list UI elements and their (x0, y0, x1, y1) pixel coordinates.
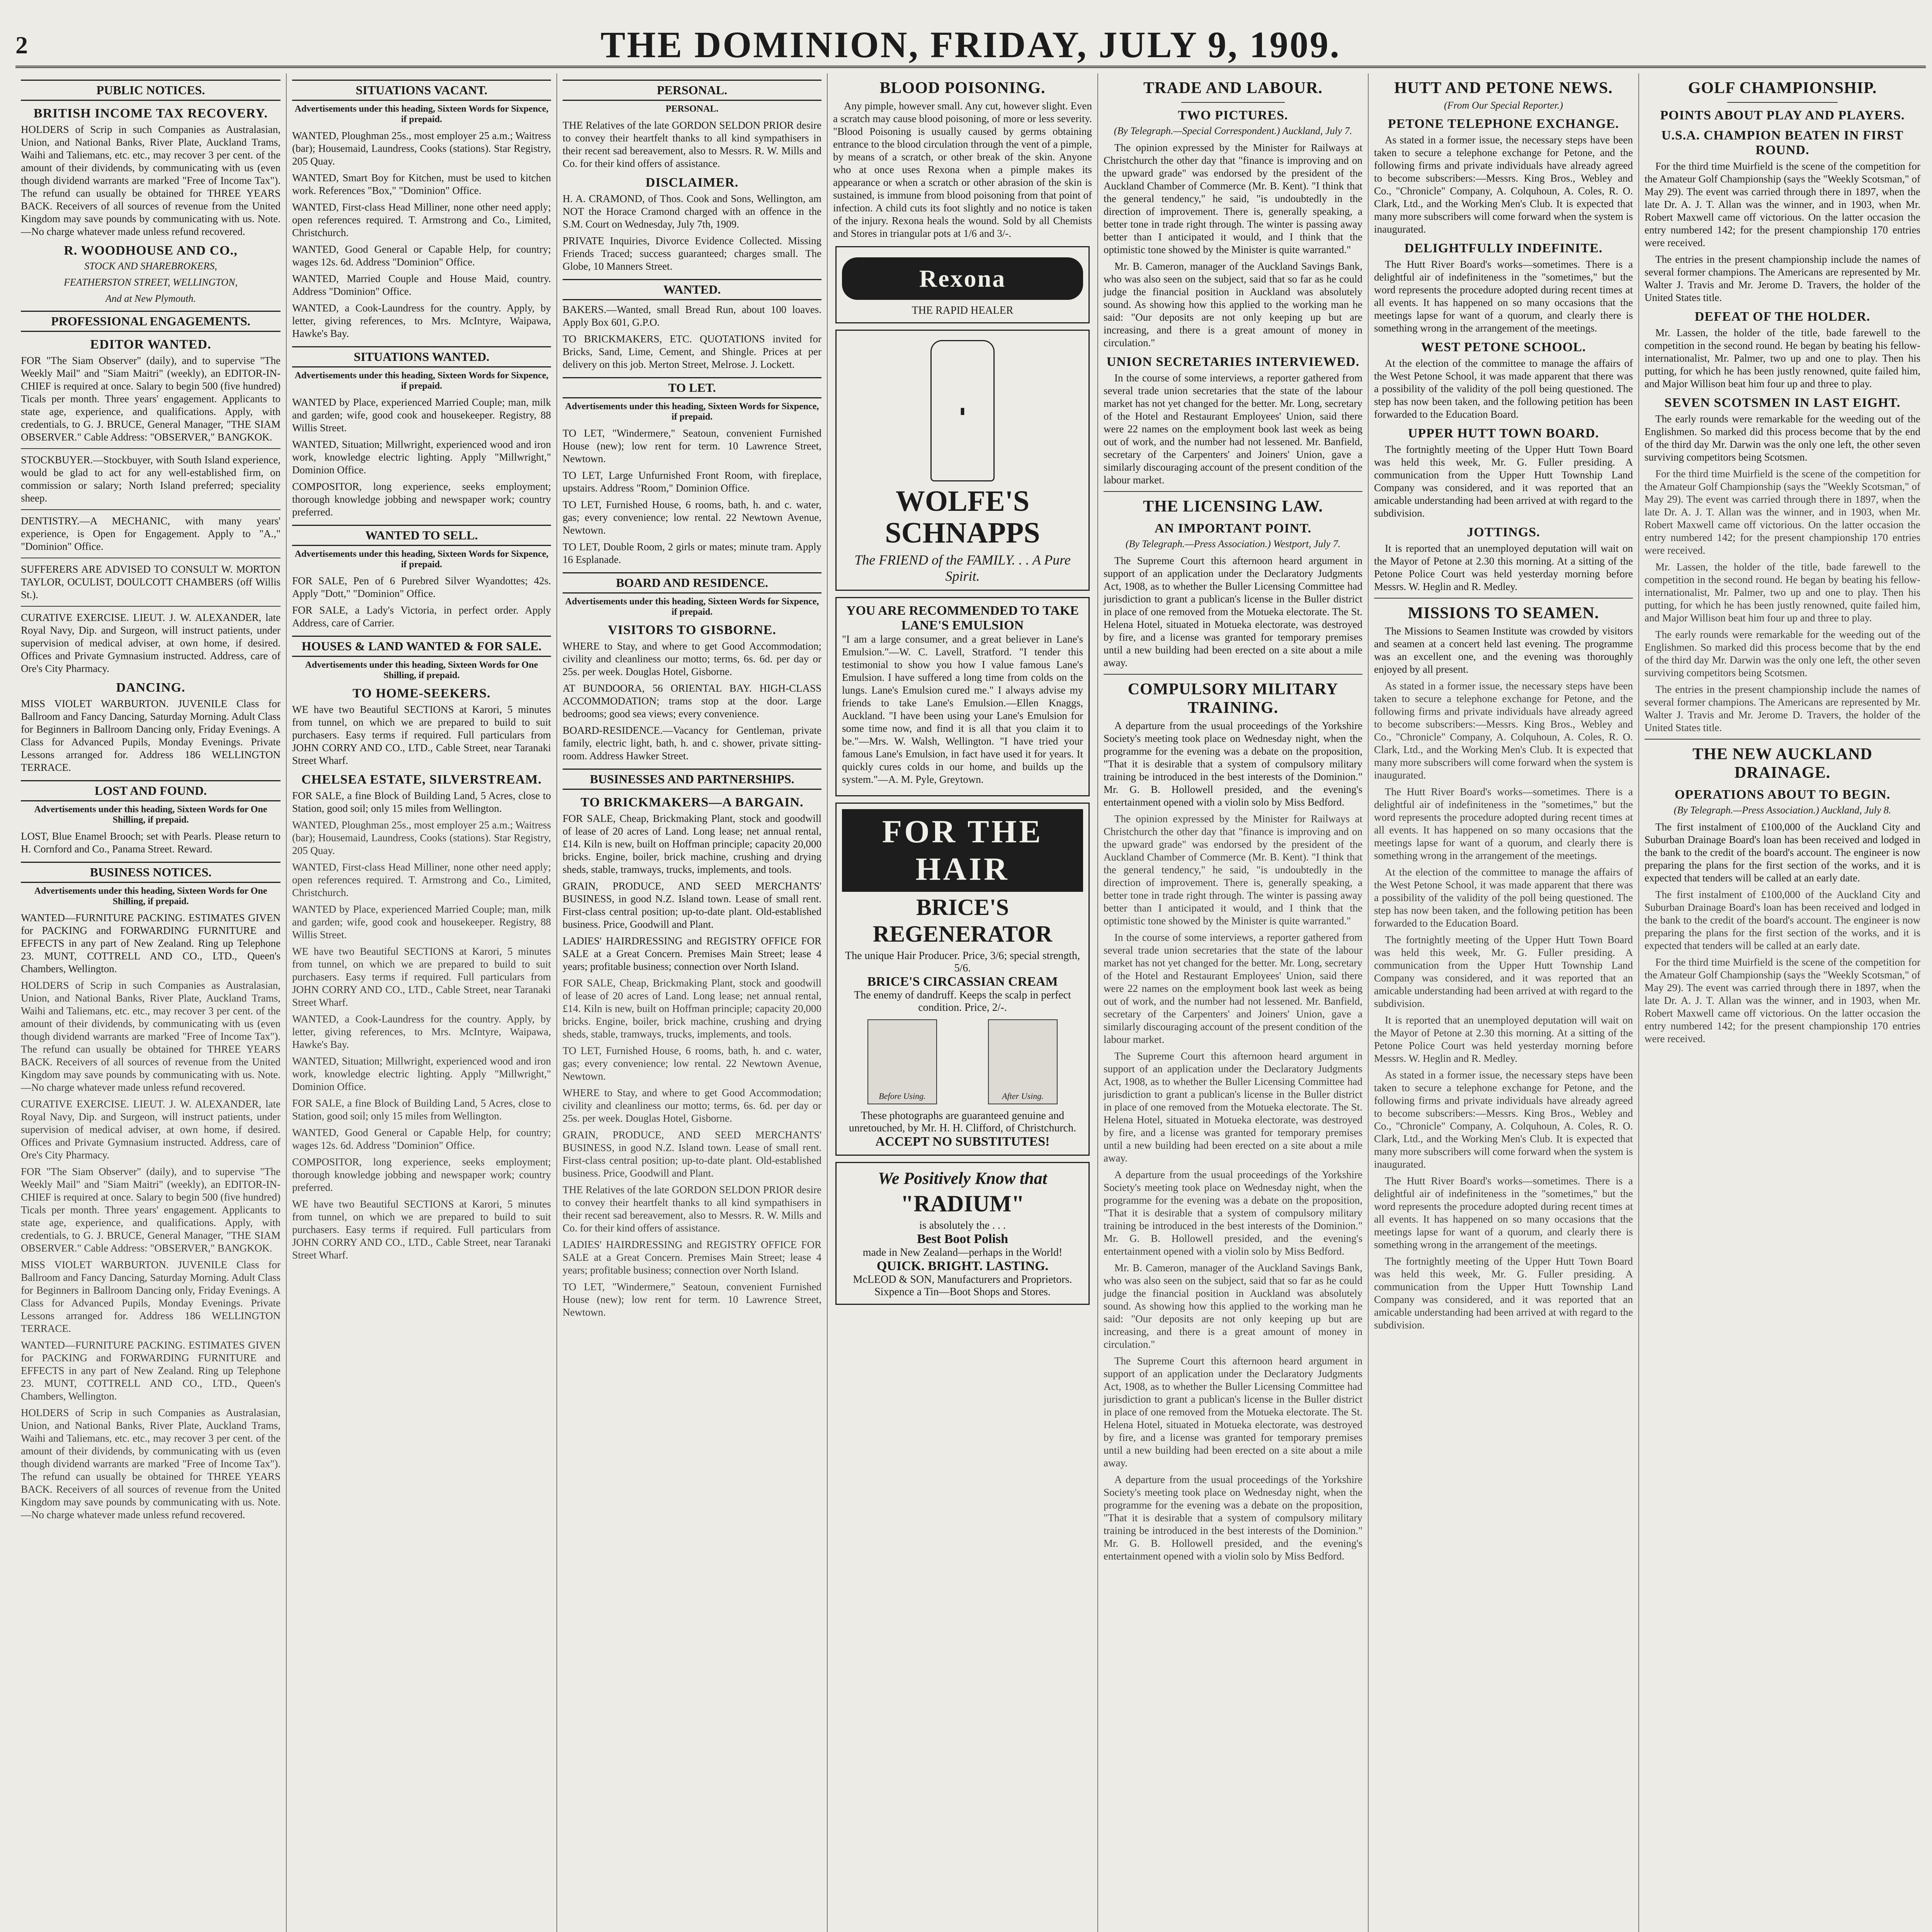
notice-text: FOR "The Siam Observer" (daily), and to supervise "The Weekly Mail" and "Siam Maitri" (weekly), an EDITOR-IN-CHIEF is required at once. Salary to begin 500 (five hundred) Ticals per month. Three years' engagement. Applicants to state age, experience, and qualifications. Apply, with credentials, to G. J. BRUCE, General Manager, "THE SIAM OBSERVER." Cable Address: "OBSERVER," BANGKOK. (21, 1166, 281, 1254)
article-body: The Hutt River Board's works—sometimes. There is a delightful air of indefiniteness in the "sometimes," but the word represents the procedure adopted during recent times at all events. It has happened on so many occasions that the meetings lapse for want of a quorum, and clearly there is something wrong in the arrangement of the meetings. (1374, 786, 1633, 861)
article-body: The first instalment of £100,000 of the Auckland City and Suburban Drainage Board's loan has been received and lodged in the bank to the credit of the board's account. The engineer is now preparing the plans for the first section of the works, and it is expected that tenders will be called at an early date. (1645, 821, 1920, 884)
classified-ad: WHERE to Stay, and where to get Good Accommodation; civility and cleanliness our motto; terms, 6s. 6d. per day or 25s. per week. Douglas Hotel, Gisborne. (563, 1087, 821, 1124)
dateline: (By Telegraph.—Press Association.) Auckland, July 8. (1673, 804, 1891, 816)
notice-text: DENTISTRY.—A MECHANIC, with many years' experience, is Open for Engagement. Apply to "A.," "Dominion" Office. (21, 515, 281, 552)
schnapps-advert (835, 330, 1090, 591)
classified-ad: FOR SALE, Cheap, Brickmaking Plant, stock and goodwill of lease of 20 acres of Land. Long lease; net annual rental, £14. Kiln is new, built on Hoffman principle; capacity 20,000 bricks. Engine, boiler, brick machine, crushing and drying sheds, stable, tramways, trucks, implements, and tools. (563, 977, 821, 1040)
classified-ad: WANTED, Situation; Millwright, experienced wood and iron work, knowledge electric lighting. Apply "Millwright," Dominion Office. (292, 1055, 551, 1092)
classified-ad: WHERE to Stay, and where to get Good Accommodation; civility and cleanliness our motto; terms, 6s. 6d. per day or 25s. per week. Douglas Hotel, Gisborne. (563, 640, 821, 677)
section-note: Advertisements under this heading, Sixteen Words for Sixpence, if prepaid. (294, 549, 549, 570)
section-heading: WANTED. (563, 279, 821, 300)
classified-ad: PRIVATE Inquiries, Divorce Evidence Collected. Missing Friends Traced; success guaranteed; charges small. The Globe, 10 Manners Street. (563, 235, 821, 272)
firm-name: R. WOODHOUSE AND CO., (64, 243, 238, 258)
advert-text: These photographs are guaranteed genuine and unretouched, by Mr. H. H. Clifford, of Christchurch. (849, 1110, 1077, 1134)
section-heading: PERSONAL. (563, 80, 821, 101)
advert-warning: ACCEPT NO SUBSTITUTES! (875, 1134, 1050, 1149)
bottle-icon: ▮ (930, 340, 995, 481)
article-body: The Hutt River Board's works—sometimes. There is a delightful air of indefiniteness in the "sometimes," but the word represents the procedure adopted during recent times at all events. It has happened on so many occasions that the meetings lapse for want of a quorum, and clearly there is something wrong in the arrangement of the meetings. (1374, 259, 1633, 334)
article-body: For the third time Muirfield is the scene of the competition for the Amateur Golf Championship (says the "Weekly Scotsman," of May 29). The event was carried through there in 1897, when the late Dr. A. J. T. Allan was the winner, and in 1903, when Mr. Robert Maxwell came off victorious. On the latter occasion the entry numbered 142; for the present championship 170 entries were received. (1645, 956, 1920, 1044)
article-body: The Supreme Court this afternoon heard argument in support of an application under the Declaratory Judgments Act, 1908, as to whether the Buller Licensing Committee had jurisdiction to grant a publican's license in the Buller district in place of one removed from the Motueka electorate. The St. Helena Hotel, situated in Motueka electorate, was destroyed by fire, and a license was granted for temporary premises until a new building had been erected on a site about a mile away. (1104, 1355, 1362, 1469)
rexona-logo: Rexona (842, 257, 1083, 300)
article-body: The fortnightly meeting of the Upper Hutt Town Board was held this week, Mr. G. Fuller presiding. A communication from the Upper Hutt Township Land Company was considered, and it was reported that an amicable understanding had been arrived at with regard to the subdivision. (1374, 934, 1633, 1009)
article-body: At the election of the committee to manage the affairs of the West Petone School, it was made apparent that there was a possibility of the validity of the poll being questioned. The step has now been taken, and the following petition has been forwarded to the Education Board. (1374, 866, 1633, 929)
advert-brand: BRICE'S REGENERATOR (872, 895, 1053, 947)
article-body: The opinion expressed by the Minister for Railways at Christchurch the other day that "finance is improving and on the upward grade" was endorsed by the president of the Auckland Chamber of Commerce (Mr. B. Kent). "I think that the general tendency," he said, "is undoubtedly in the direction of improvement. There is, generally speaking, a better tone in trade right through. The winter is passing away better than I anticipated it would, and I think that the optimistic tone showed by the Minister is quite warranted." (1104, 813, 1362, 927)
advert-tagline: The FRIEND of the FAMILY. . . A Pure Spirit. (854, 552, 1071, 584)
advert-text: McLEOD & SON, Manufacturers and Proprietors. Sixpence a Tin—Boot Shops and Stores. (853, 1274, 1072, 1298)
classified-ad: WANTED, Ploughman 25s., most employer 25 a.m.; Waitress (bar); Housemaid, Laundress, Cooks (stations). Star Registry, 205 Quay. (292, 819, 551, 856)
classified-ad: TO LET, "Windermere," Seatoun, convenient Furnished House (new); low rent for term. 10 Lawrence Street, Newtown. (563, 1281, 821, 1318)
classified-ad: GRAIN, PRODUCE, AND SEED MERCHANTS' BUSINESS, in good N.Z. Island town. Lease of small rent. First-class central position; up-to-date plant. Old-established business. Price, Goodwill and Plant. (563, 880, 821, 930)
article-subheading: PETONE TELEPHONE EXCHANGE. (1388, 117, 1619, 131)
radium-polish-advert (835, 1162, 1090, 1305)
classified-ad: COMPOSITOR, long experience, seeks employment; thorough knowledge jobbing and newspaper work; country preferred. (292, 1156, 551, 1193)
classified-ad: WANTED, a Cook-Laundress for the country. Apply, by letter, giving references, to Mrs. McIntyre, Waipawa, Hawke's Bay. (292, 302, 551, 339)
article-heading: DISCLAIMER. (645, 175, 739, 190)
classified-ad: TO LET, Furnished House, 6 rooms, bath, h. and c. water, gas; every convenience; low rental. 22 Newtown Avenue, Newtown. (563, 499, 821, 536)
classified-ad: TO LET, Large Unfurnished Front Room, with fireplace, upstairs. Address "Room," Dominion Office. (563, 469, 821, 494)
section-heading: LOST AND FOUND. (21, 780, 281, 801)
firm-line: STOCK AND SHAREBROKERS, (84, 260, 217, 272)
classified-ad: FOR SALE, Pen of 6 Purebred Silver Wyandottes; 42s. Apply "Dott," "Dominion" Office. (292, 575, 551, 599)
section-heading: PROFESSIONAL ENGAGEMENTS. (21, 311, 281, 332)
classified-ad: WE have two Beautiful SECTIONS at Karori, 5 minutes from tunnel, on which we are prepared to build to suit purchasers. Easy terms if required. Full particulars from JOHN CORRY AND CO., LTD., Cable Street, near Taranaki Street Wharf. (292, 704, 551, 766)
advert-brand: "RADIUM" (901, 1191, 1024, 1216)
classified-ad: FOR SALE, a Lady's Victoria, in perfect order. Apply Address, care of Carrier. (292, 604, 551, 629)
article-body: It is reported that an unemployed deputation will wait on the Mayor of Petone at 2.30 this morning. At a sitting of the Petone Police Court was held yesterday morning before Messrs. W. Heglin and R. Medley. (1374, 543, 1633, 592)
article-heading: THE LICENSING LAW. (1143, 498, 1323, 515)
article-body: The fortnightly meeting of the Upper Hutt Town Board was held this week, Mr. G. Fuller presiding. A communication from the Upper Hutt Township Land Company was considered, and it was reported that an amicable understanding had been arrived at with regard to the subdivision. (1374, 1255, 1633, 1331)
classified-ad: WANTED, Ploughman 25s., most employer 25 a.m.; Waitress (bar); Housemaid, Laundress, Cooks (stations). Star Registry, 205 Quay. (292, 130, 551, 167)
classified-ad: THE Relatives of the late GORDON SELDON PRIOR desire to convey their heartfelt thanks to all kind sympathisers in their recent sad bereavement, also to Messrs. R. W. Mills and Co. for their kind offers of assistance. (563, 119, 821, 169)
article-heading: GOLF CHAMPIONSHIP. (1688, 79, 1877, 97)
article-body: A departure from the usual proceedings of the Yorkshire Society's meeting took place on Wednesday night, when the programme for the evening was a debate on the proposition, "That it is desirable that a system of compulsory military training be introduced in the best interests of the Dominion." Mr. G. B. Hollowell presided, and the evening's entertainment opened with a violin solo by Miss Bedford. (1104, 720, 1362, 808)
filler-text (1645, 468, 1920, 734)
portrait-pair (842, 1019, 1083, 1104)
classified-ad: WE have two Beautiful SECTIONS at Karori, 5 minutes from tunnel, on which we are prepared to build to suit purchasers. Easy terms if required. Full particulars from JOHN CORRY AND CO., LTD., Cable Street, near Taranaki Street Wharf. (292, 1198, 551, 1261)
divider (1645, 739, 1920, 740)
newspaper-title: THE DOMINION, FRIDAY, JULY 9, 1909. (600, 24, 1341, 65)
filler-text (21, 979, 281, 1521)
article-body: As stated in a former issue, the necessary steps have been taken to secure a telephone exchange for Petone, and the following firms and private individuals have already agreed to become subscribers:—Messrs. King Bros., Webley and Co., "Chronicle" Company, A. Colquhoun, A. Coles, R. O. Clark, Ltd., and the Working Men's Club. It is expected that many more subscribers will come forward when the system is inaugurated. (1374, 134, 1633, 235)
article-body: Any pimple, however small. Any cut, however slight. Even a scratch may cause blood poisoning, of more or less severity. "Blood Poisoning is usually caused by germs obtaining entrance to the blood circulation through the vent of a pimple, by means of a scratch, or other break of the skin. Anyone who at once uses Rexona when a pimple makes its appearance or when a scratch or other abrasion of the skin is sustained, is immune from blood poisoning from that point of infection. A child cuts its foot slightly and no notice is taken of the injury. Rexona heals the wound. Sold by all Chemists and Stores in triangular pots at 1/6 and 3/-. (833, 100, 1092, 239)
article-heading: EDITOR WANTED. (90, 337, 211, 352)
notice-text: LOST, Blue Enamel Brooch; set with Pearls. Please return to H. Cornford and Co., Panama Street. Reward. (21, 830, 281, 855)
article-body: A departure from the usual proceedings of the Yorkshire Society's meeting took place on Wednesday night, when the programme for the evening was a debate on the proposition, "That it is desirable that a system of compulsory military training be introduced in the best interests of the Dominion." Mr. G. B. Hollowell presided, and the evening's entertainment opened with a violin solo by Miss Bedford. (1104, 1474, 1362, 1562)
article-heading: TRADE AND LABOUR. (1143, 79, 1323, 97)
section-note: Advertisements under this heading, Sixteen Words for One Shilling, if prepaid. (34, 804, 267, 825)
article-heading: COMPULSORY MILITARY TRAINING. (1128, 680, 1338, 717)
article-heading: BLOOD POISONING. (879, 79, 1046, 97)
divider (1104, 491, 1362, 492)
classified-ad: WANTED, Situation; Millwright, experienced wood and iron work, knowledge electric lighting. Apply "Millwright," Dominion Office. (292, 439, 551, 476)
column-4 (827, 73, 1097, 1932)
article-subheading: TWO PICTURES. (1178, 108, 1288, 122)
firm-line: And at New Plymouth. (105, 293, 196, 304)
advert-text: The enemy of dandruff. Keeps the scalp in perfect condition. Price, 2/-. (854, 989, 1071, 1014)
section-heading: SITUATIONS WANTED. (292, 346, 551, 367)
notice-text: WANTED—FURNITURE PACKING. ESTIMATES GIVEN for PACKING and FORWARDING FURNITURE and EFFECTS in any part of New Zealand. Ring up Telephone 23. MUNT, COTTRELL AND CO., LTD., Queen's Chambers, Wellington. (21, 912, 281, 975)
classified-ad: WANTED, a Cook-Laundress for the country. Apply, by letter, giving references, to Mrs. McIntyre, Waipawa, Hawke's Bay. (292, 1013, 551, 1050)
divider (1374, 598, 1633, 599)
article-body: The Supreme Court this afternoon heard argument in support of an application under the Declaratory Judgments Act, 1908, as to whether the Buller Licensing Committee had jurisdiction to grant a publican's license in the Buller district in place of one removed from the Motueka electorate. The St. Helena Hotel, situated in Motueka electorate, was destroyed by fire, and a license was granted for temporary premises until a new building had been erected on a site about a mile away. (1104, 1050, 1362, 1164)
filler-text (1104, 813, 1362, 1563)
article-body: The early rounds were remarkable for the weeding out of the Englishmen. So marked did this process become that by the end of the third day Mr. Darwin was the only one left, the other seven surviving competitors being Scotsmen. (1645, 413, 1920, 463)
classified-ad: WANTED, Good General or Capable Help, for country; wages 12s. 6d. Address "Dominion" Office. (292, 243, 551, 268)
article-subheading: POINTS ABOUT PLAY AND PLAYERS. (1660, 108, 1905, 122)
classified-ad: H. A. CRAMOND, of Thos. Cook and Sons, Wellington, am NOT the Horace Cramond charged with an offence in the S.M. Court on Wednesday, July 7th, 1909. (563, 193, 821, 230)
article-heading: DANCING. (116, 680, 185, 695)
notice-text: CURATIVE EXERCISE. LIEUT. J. W. ALEXANDER, late Royal Navy, Dip. and Surgeon, will instruct patients, under supervision of medical adviser, at own home, if desired. Offices and Private Gymnasium instructed. Address, care of Ore's City Pharmacy. (21, 612, 281, 674)
advert-text: made in New Zealand—perhaps in the World! (862, 1247, 1063, 1259)
advert-brand: WOLFE'S SCHNAPPS (885, 485, 1040, 549)
article-subheading: JOTTINGS. (1467, 525, 1540, 539)
dateline: (By Telegraph.—Special Correspondent.) Auckland, July 7. (1114, 125, 1352, 136)
classified-ad: WANTED, Married Couple and House Maid, country. Address "Dominion" Office. (292, 273, 551, 297)
advert-text: is absolutely the . . . (919, 1219, 1006, 1231)
notice-text: MISS VIOLET WARBURTON. JUVENILE Class for Ballroom and Fancy Dancing, Saturday Morning. Adult Class for Beginners in Ballroom Dancing only, Friday Evenings. A Class for Advanced Pupils, Monday Evenings. Private Lessons arranged for. Address 186 WELLINGTON TERRACE. (21, 698, 281, 773)
section-heading: WANTED TO SELL. (292, 525, 551, 546)
article-subheading: SEVEN SCOTSMEN IN LAST EIGHT. (1664, 396, 1901, 410)
article-body: For the third time Muirfield is the scene of the competition for the Amateur Golf Championship (says the "Weekly Scotsman," of May 29). The event was carried through there in 1897, when the late Dr. A. J. T. Allan was the winner, and in 1903, when Mr. Robert Maxwell came off victorious. On the latter occasion the entry numbered 142; for the present championship 170 entries were received. (1645, 160, 1920, 248)
article-heading: TO HOME-SEEKERS. (352, 686, 491, 701)
filler-text (292, 819, 551, 1262)
column-7 (1638, 73, 1926, 1932)
section-heading: SITUATIONS VACANT. (292, 80, 551, 101)
column-6 (1368, 73, 1638, 1932)
article-subheading: UPPER HUTT TOWN BOARD. (1408, 426, 1599, 440)
notice-text: CURATIVE EXERCISE. LIEUT. J. W. ALEXANDER, late Royal Navy, Dip. and Surgeon, will instruct patients, under supervision of medical adviser, at own home, if desired. Offices and Private Gymnasium instructed. Address, care of Ore's City Pharmacy. (21, 1098, 281, 1161)
dateline: (By Telegraph.—Press Association.) Westport, July 7. (1125, 538, 1341, 549)
classified-ad: WANTED, Good General or Capable Help, for country; wages 12s. 6d. Address "Dominion" Office. (292, 1127, 551, 1151)
firm-line: FEATHERSTON STREET, WELLINGTON, (64, 277, 238, 288)
portrait-after: After Using. (988, 1019, 1058, 1104)
article-heading: TO BRICKMAKERS—A BARGAIN. (580, 795, 804, 810)
classified-ad: WANTED, Smart Boy for Kitchen, must be used to kitchen work. References "Box," "Dominion" Office. (292, 172, 551, 196)
advert-heading: YOU ARE RECOMMENDED TO TAKE LANE'S EMULSION (846, 604, 1079, 633)
article-body: In the course of some interviews, a reporter gathered from several trade union secretaries that the state of the labour market has not yet changed for the better. Mr. Long, secretary of the Hotel and Restaurant Employees' Union, said there were 22 names on the employment book last week as being out of work, and the number had not lessened. Mr. Banfield, secretary of the Carpenters' and Joiners' Union, gave a similarly discouraging account of the present condition of the labour market. (1104, 932, 1362, 1045)
article-body: The fortnightly meeting of the Upper Hutt Town Board was held this week, Mr. G. Fuller presiding. A communication from the Upper Hutt Township Land Company was considered, and it was reported that an amicable understanding had been arrived at with regard to the subdivision. (1374, 444, 1633, 519)
lanes-emulsion-advert (835, 597, 1090, 796)
article-body: For the third time Muirfield is the scene of the competition for the Amateur Golf Championship (says the "Weekly Scotsman," of May 29). The event was carried through there in 1897, when the late Dr. A. J. T. Allan was the winner, and in 1903, when Mr. Robert Maxwell came off victorious. On the latter occasion the entry numbered 142; for the present championship 170 entries were received. (1645, 468, 1920, 556)
article-body: The first instalment of £100,000 of the Auckland City and Suburban Drainage Board's loan has been received and lodged in the bank to the credit of the board's account. The engineer is now preparing the plans for the first section of the works, and it is expected that tenders will be called at an early date. (1645, 889, 1920, 951)
article-body: It is reported that an unemployed deputation will wait on the Mayor of Petone at 2.30 this morning. At a sitting of the Petone Police Court was held yesterday morning before Messrs. W. Heglin and R. Medley. (1374, 1014, 1633, 1064)
article-body: In the course of some interviews, a reporter gathered from several trade union secretaries that the state of the labour market has not yet changed for the better. Mr. Long, secretary of the Hotel and Restaurant Employees' Union, said there were 22 names on the employment book last week as being out of work, and the number had not lessened. Mr. Banfield, secretary of the Carpenters' and Joiners' Union, gave a similarly discouraging account of the present condition of the labour market. (1104, 372, 1362, 486)
article-body: At the election of the committee to manage the affairs of the West Petone School, it was made apparent that there was a possibility of the validity of the poll being questioned. The step has now been taken, and the following petition has been forwarded to the Education Board. (1374, 357, 1633, 420)
article-subheading: WEST PETONE SCHOOL. (1421, 340, 1586, 354)
section-note: Advertisements under this heading, Sixteen Words for Sixpence, if prepaid. (294, 371, 549, 391)
advert-text: Best Boot Polish (917, 1232, 1009, 1246)
section-heading: BUSINESS NOTICES. (21, 862, 281, 883)
classified-ad: COMPOSITOR, long experience, seeks employment; thorough knowledge jobbing and newspaper work; country preferred. (292, 481, 551, 518)
notice-text: HOLDERS of Scrip in such Companies as Australasian, Union, and National Banks, River Plate, Auckland Trams, Waihi and Taliemans, etc. etc., may recover 3 per cent. of the amount of their dividends, by communicating with us (even though dividend warrants are marked "Free of Income Tax"). The refund can usually be obtained for THREE YEARS BACK. Receivers of all sources of revenue from the United Kingdom may save pounds by communicating with us. Note.—No charge whatever made unless refund recovered. (21, 124, 281, 237)
classified-ad: FOR SALE, Cheap, Brickmaking Plant, stock and goodwill of lease of 20 acres of Land. Long lease; net annual rental, £14. Kiln is new, built on Hoffman principle; capacity 20,000 bricks. Engine, boiler, brick machine, crushing and drying sheds, stable, tramways, trucks, implements, and tools. (563, 813, 821, 875)
section-note: Advertisements under this heading, Sixteen Words for Sixpence, if prepaid. (565, 401, 819, 422)
advert-body: "I am a large consumer, and a great believer in Lane's Emulsion."—W. C. Lavell, Stratford. "I tender this testimonial to show you how I value famous Lane's Emulsion. I have suffered a long time from colds on the lungs. Lane's Emulsion cured me." I always advise my friends to take Lane's Emulsion.—Ellen Knaggs, Auckland. "I have been using your Lane's Emulsion for some time now, and find it is all that you claim it to be."—Mrs. W. Walsh, Wellington. "I have tried your famous Lane's Emulsion, in fact have used it for years. It quickly cures colds in our home, and builds up the system."—A. M. Pyle, Greytown. (842, 633, 1083, 785)
notice-text: STOCKBUYER.—Stockbuyer, with South Island experience, would be glad to act for any well-established firm, on commission or salary; North Island preferred; speciality sheep. (21, 454, 281, 504)
classified-ad: GRAIN, PRODUCE, AND SEED MERCHANTS' BUSINESS, in good N.Z. Island town. Lease of small rent. First-class central position; up-to-date plant. Old-established business. Price, Goodwill and Plant. (563, 1129, 821, 1179)
article-body: As stated in a former issue, the necessary steps have been taken to secure a telephone exchange for Petone, and the following firms and private individuals have already agreed to become subscribers:—Messrs. King Bros., Webley and Co., "Chronicle" Company, A. Colquhoun, A. Coles, R. O. Clark, Ltd., and the Working Men's Club. It is expected that many more subscribers will come forward when the system is inaugurated. (1374, 1069, 1633, 1170)
classified-ad: THE Relatives of the late GORDON SELDON PRIOR desire to convey their heartfelt thanks to all kind sympathisers in their recent sad bereavement, also to Messrs. R. W. Mills and Co. for their kind offers of assistance. (563, 1184, 821, 1234)
section-note: PERSONAL. (665, 104, 719, 114)
classified-ad: FOR SALE, a fine Block of Building Land, 5 Acres, close to Station, good soil; only 15 miles from Wellington. (292, 790, 551, 814)
classified-ad: FOR SALE, a fine Block of Building Land, 5 Acres, close to Station, good soil; only 15 miles from Wellington. (292, 1097, 551, 1122)
divider (21, 448, 281, 449)
section-note: Advertisements under this heading, Sixteen Words for Sixpence, if prepaid. (294, 104, 549, 124)
article-body: Mr. B. Cameron, manager of the Auckland Savings Bank, who was also seen on the subject, said that so far as he could judge the financial position in Auckland was absolutely sound. As showing how this applied to the working man he said: "Our deposits are not only keeping up but are increasing, and there is a great amount of money in circulation." (1104, 1262, 1362, 1350)
classified-ad: WANTED by Place, experienced Married Couple; man, milk and garden; wife, good cook and housekeeper. Registry, 88 Willis Street. (292, 396, 551, 434)
notice-text: MISS VIOLET WARBURTON. JUVENILE Class for Ballroom and Fancy Dancing, Saturday Morning. Adult Class for Beginners in Ballroom Dancing only, Friday Evenings. A Class for Advanced Pupils, Monday Evenings. Private Lessons arranged for. Address 186 WELLINGTON TERRACE. (21, 1259, 281, 1334)
classified-ad: LADIES' HAIRDRESSING and REGISTRY OFFICE FOR SALE at a Great Concern. Premises Main Street; lease 4 years; profitable business; connection over North Island. (563, 1239, 821, 1276)
advert-banner: FOR THE HAIR (842, 809, 1083, 892)
advert-heading: We Positively Know that (878, 1169, 1047, 1188)
classified-ad: WE have two Beautiful SECTIONS at Karori, 5 minutes from tunnel, on which we are prepared to build to suit purchasers. Easy terms if required. Full particulars from JOHN CORRY AND CO., LTD., Cable Street, near Taranaki Street Wharf. (292, 946, 551, 1008)
classified-ad: BOARD-RESIDENCE.—Vacancy for Gentleman, private family, electric light, bath, h. and c. shower, private sitting-room. Address Hawker Street. (563, 724, 821, 762)
portrait-before: Before Using. (867, 1019, 937, 1104)
column-5 (1097, 73, 1368, 1932)
notice-text: FOR "The Siam Observer" (daily), and to supervise "The Weekly Mail" and "Siam Maitri" (weekly), an EDITOR-IN-CHIEF is required at once. Salary to begin 500 (five hundred) Ticals per month. Three years' engagement. Applicants to state age, experience, and qualifications. Apply, with credentials, to G. J. BRUCE, General Manager, "THE SIAM OBSERVER." Cable Address: "OBSERVER," BANGKOK. (21, 355, 281, 443)
article-body: The opinion expressed by the Minister for Railways at Christchurch the other day that "finance is improving and on the upward grade" was endorsed by the president of the Auckland Chamber of Commerce (Mr. B. Kent). "I think that the general tendency," he said, "is undoubtedly in the direction of improvement. There is, generally speaking, a better tone in trade right through. The winter is passing away better than I anticipated it would, and I think that the optimistic tone showed by the Minister is quite warranted." (1104, 142, 1362, 255)
section-heading: BUSINESSES AND PARTNERSHIPS. (563, 769, 821, 790)
section-note: Advertisements under this heading, Sixteen Words for One Shilling, if prepaid. (34, 886, 267, 906)
article-body: Mr. Lassen, the holder of the title, bade farewell to the competition in the second round. He began by beating his fellow-internationalist, Mr. Palmer, two up and one to play. Then his putting, for which he has been justly renowned, quite failed him, and Major Willison beat him four up and three to play. (1645, 561, 1920, 624)
divider (1104, 674, 1362, 675)
article-subheading: OPERATIONS ABOUT TO BEGIN. (1674, 787, 1891, 802)
filler-text (563, 977, 821, 1319)
divider (1181, 102, 1285, 103)
column-2 (286, 73, 556, 1932)
notice-text: HOLDERS of Scrip in such Companies as Australasian, Union, and National Banks, River Plate, Auckland Trams, Waihi and Taliemans, etc. etc., may recover 3 per cent. of the amount of their dividends, by communicating with us (even though dividend warrants are marked "Free of Income Tax"). The refund can usually be obtained for THREE YEARS BACK. Receivers of all sources of revenue from the United Kingdom may save pounds by communicating with us. Note.—No charge whatever made unless refund recovered. (21, 980, 281, 1093)
section-heading: BOARD AND RESIDENCE. (563, 572, 821, 594)
classified-ad: TO LET, Furnished House, 6 rooms, bath, h. and c. water, gas; every convenience; low rental. 22 Newtown Avenue, Newtown. (563, 1045, 821, 1082)
advert-text: QUICK. BRIGHT. LASTING. (876, 1259, 1049, 1273)
article-heading: MISSIONS TO SEAMEN. (1408, 604, 1599, 622)
article-subheading: AN IMPORTANT POINT. (1155, 521, 1311, 536)
advert-tagline: THE RAPID HEALER (912, 304, 1014, 316)
filler-text (1374, 680, 1633, 1332)
notice-text: HOLDERS of Scrip in such Companies as Australasian, Union, and National Banks, River Plate, Auckland Trams, Waihi and Taliemans, etc. etc., may recover 3 per cent. of the amount of their dividends, by communicating with us (even though dividend warrants are marked "Free of Income Tax"). The refund can usually be obtained for THREE YEARS BACK. Receivers of all sources of revenue from the United Kingdom may save pounds by communicating with us. Note.—No charge whatever made unless refund recovered. (21, 1407, 281, 1520)
notice-text: SUFFERERS ARE ADVISED TO CONSULT W. MORTON TAYLOR, OCULIST, DOULCOTT CHAMBERS (off Willis St.). (21, 563, 281, 600)
article-heading: HUTT AND PETONE NEWS. (1394, 79, 1613, 97)
classified-ad: WANTED by Place, experienced Married Couple; man, milk and garden; wife, good cook and housekeeper. Registry, 88 Willis Street. (292, 903, 551, 940)
article-heading: CHELSEA ESTATE, SILVERSTREAM. (301, 772, 542, 787)
article-body: The Missions to Seamen Institute was crowded by visitors and seamen at a concert held last evening. The programme was an excellent one, and the evening was thoroughly enjoyed by all present. (1374, 625, 1633, 675)
article-body: Mr. B. Cameron, manager of the Auckland Savings Bank, who was also seen on the subject, said that so far as he could judge the financial position in Auckland was absolutely sound. As showing how this applied to the working man he said: "Our deposits are not only keeping up but are increasing, and there is a great amount of money in circulation." (1104, 260, 1362, 349)
article-body: The entries in the present championship include the names of several former champions. The Americans are represented by Mr. Walter J. Travis and Mr. Jerome D. Travers, the holder of the United States title. (1645, 253, 1920, 303)
section-note: Advertisements under this heading, Sixteen Words for Sixpence, if prepaid. (565, 597, 819, 617)
masthead (15, 23, 1926, 70)
article-body: The entries in the present championship include the names of several former champions. The Americans are represented by Mr. Walter J. Travis and Mr. Jerome D. Travers, the holder of the United States title. (1645, 684, 1920, 733)
article-body: A departure from the usual proceedings of the Yorkshire Society's meeting took place on Wednesday night, when the programme for the evening was a debate on the proposition, "That it is desirable that a system of compulsory military training be introduced in the best interests of the Dominion." Mr. G. B. Hollowell presided, and the evening's entertainment opened with a violin solo by Miss Bedford. (1104, 1169, 1362, 1257)
section-note: Advertisements under this heading, Sixteen Words for One Shilling, if prepaid. (305, 660, 538, 680)
article-heading: THE NEW AUCKLAND DRAINAGE. (1692, 745, 1872, 782)
brices-hair-advert (835, 803, 1090, 1156)
article-body: The early rounds were remarkable for the weeding out of the Englishmen. So marked did this process become that by the end of the third day Mr. Darwin was the only one left, the other seven surviving competitors being Scotsmen. (1645, 629, 1920, 679)
advert-text: The unique Hair Producer. Price, 3/6; special strength, 5/6. (845, 950, 1080, 974)
section-heading: HOUSES & LAND WANTED & FOR SALE. (292, 636, 551, 657)
column-1 (15, 73, 286, 1932)
classified-ad: TO LET, Double Room, 2 girls or mates; minute tram. Apply 16 Esplanade. (563, 541, 821, 565)
masthead-rule (15, 66, 1926, 68)
classified-ad: LADIES' HAIRDRESSING and REGISTRY OFFICE FOR SALE at a Great Concern. Premises Main Street; lease 4 years; profitable business; connection over North Island. (563, 935, 821, 972)
section-heading: PUBLIC NOTICES. (21, 80, 281, 101)
notice-text: WANTED—FURNITURE PACKING. ESTIMATES GIVEN for PACKING and FORWARDING FURNITURE and EFFECTS in any part of New Zealand. Ring up Telephone 23. MUNT, COTTRELL AND CO., LTD., Queen's Chambers, Wellington. (21, 1339, 281, 1402)
classified-ad: WANTED, First-class Head Milliner, none other need apply; open references required. T. Armstrong and Co., Limited, Christchurch. (292, 861, 551, 898)
divider (21, 509, 281, 510)
article-body: As stated in a former issue, the necessary steps have been taken to secure a telephone exchange for Petone, and the following firms and private individuals have already agreed to become subscribers:—Messrs. King Bros., Webley and Co., "Chronicle" Company, A. Colquhoun, A. Coles, R. O. Clark, Ltd., and the Working Men's Club. It is expected that many more subscribers will come forward when the system is inaugurated. (1374, 680, 1633, 781)
article-subheading: DEFEAT OF THE HOLDER. (1694, 310, 1871, 324)
column-3 (556, 73, 827, 1932)
advert-brand-secondary: BRICE'S CIRCASSIAN CREAM (867, 975, 1058, 989)
article-subheading: U.S.A. CHAMPION BEATEN IN FIRST ROUND. (1661, 128, 1904, 157)
article-heading: VISITORS TO GISBORNE. (608, 623, 776, 637)
article-body: The Supreme Court this afternoon heard argument in support of an application under the Declaratory Judgments Act, 1908, as to whether the Buller Licensing Committee had jurisdiction to grant a publican's license in the Buller district in place of one removed from the Motueka electorate. The St. Helena Hotel, situated in Motueka electorate, was destroyed by fire, and a license was granted for temporary premises until a new building had been erected on a site about a mile away. (1104, 555, 1362, 668)
classified-ad: TO BRICKMAKERS, ETC. QUOTATIONS invited for Bricks, Sand, Lime, Cement, and Shingle. Prices at per delivery on this job. Merton Street, Melrose. J. Lockett. (563, 333, 821, 370)
divider (21, 606, 281, 607)
classified-ad: AT BUNDOORA, 56 ORIENTAL BAY. HIGH-CLASS ACCOMMODATION; trams stop at the door. Large bedrooms; good sea views; every convenience. (563, 682, 821, 719)
classified-ad: TO LET, "Windermere," Seatoun, convenient Furnished House (new); low rent for term. 10 Lawrence Street, Newtown. (563, 427, 821, 464)
section-heading: TO LET. (563, 377, 821, 398)
rexona-advert (835, 246, 1090, 323)
classified-ad: WANTED, First-class Head Milliner, none other need apply; open references required. T. Armstrong and Co., Limited, Christchurch. (292, 201, 551, 238)
article-heading: BRITISH INCOME TAX RECOVERY. (33, 106, 268, 121)
article-subheading: UNION SECRETARIES INTERVIEWED. (1106, 355, 1360, 369)
byline: (From Our Special Reporter.) (1444, 100, 1563, 111)
filler-text (1645, 888, 1920, 1045)
page-number: 2 (15, 31, 28, 59)
article-body: Mr. Lassen, the holder of the title, bade farewell to the competition in the second round. He began by beating his fellow-internationalist, Mr. Palmer, two up and one to play. Then his putting, for which he has been justly renowned, quite failed him, and Major Willison beat him four up and three to play. (1645, 327, 1920, 389)
classified-ad: BAKERS.—Wanted, small Bread Run, about 100 loaves. Apply Box 601, G.P.O. (563, 304, 821, 328)
article-subheading: DELIGHTFULLY INDEFINITE. (1404, 241, 1603, 255)
article-body: The Hutt River Board's works—sometimes. There is a delightful air of indefiniteness in the "sometimes," but the word represents the procedure adopted during recent times at all events. It has happened on so many occasions that the meetings lapse for want of a quorum, and clearly there is something wrong in the arrangement of the meetings. (1374, 1175, 1633, 1250)
divider (1727, 102, 1838, 103)
